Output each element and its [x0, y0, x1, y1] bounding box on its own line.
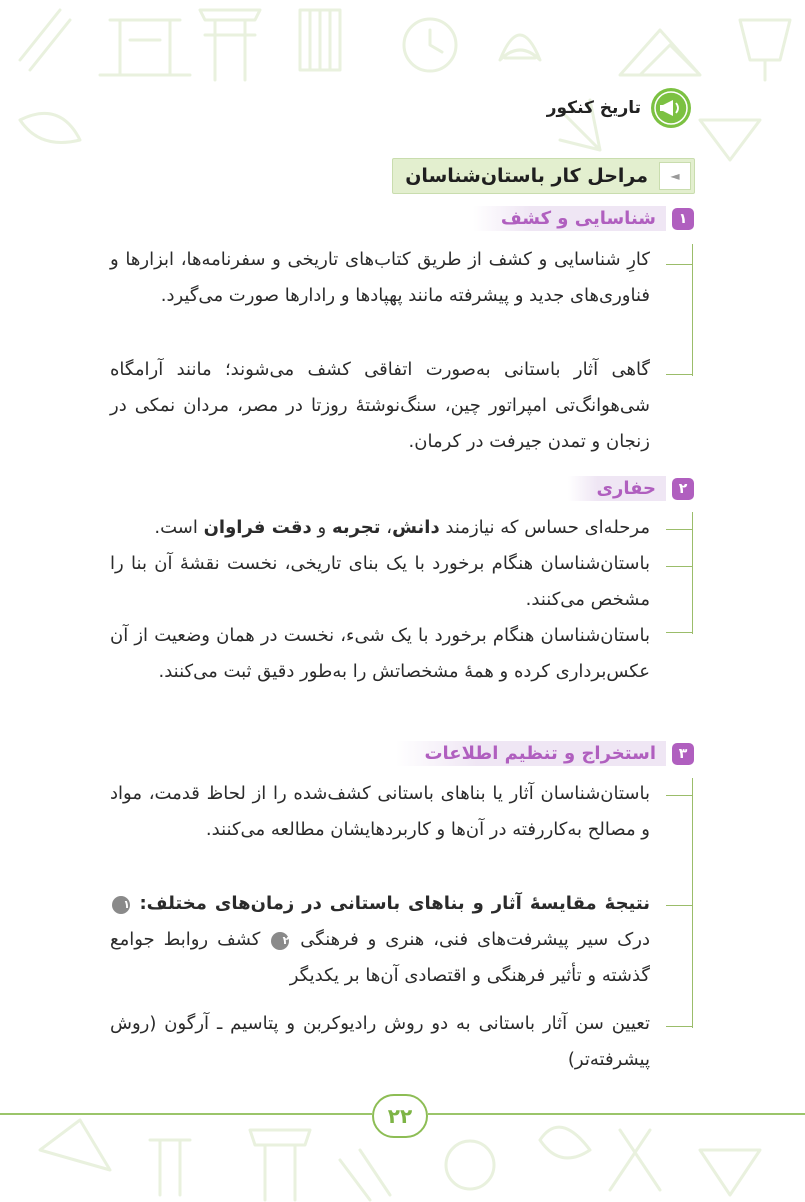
section-2-paragraph-3: باستان‌شناسان هنگام برخورد با یک شیء، نخست در همان وضعیت از آن عکس‌برداری کرده و همهٔ مشخصاتش را به‌طور دقیق ثبت می‌کنند. [110, 625, 650, 682]
section-2-paragraph-1: مرحله‌ای حساس که نیازمند دانش، تجربه و دقت فراوان است. [154, 517, 650, 538]
section-2-bracket [666, 512, 693, 634]
item-1-badge: ۱ [112, 896, 130, 914]
section-3-paragraph-3: تعیین سن آثار باستانی به دو روش رادیوکربن و پتاسیم ـ آرگون (روش پیشرفته‌تر) [110, 1013, 650, 1070]
section-2-title: حفاری [568, 476, 666, 501]
bold-experience: تجربه [331, 517, 381, 538]
main-title [392, 158, 695, 194]
badge-label: تاریخ کنکور [546, 98, 641, 118]
section-1-paragraph-2: گاهی آثار باستانی به‌صورت اتفاقی کشف می‌شوند؛ مانند آرامگاه شی‌هوانگ‌تی امپراتور چین، سنگ‌نوشتهٔ روزتا در مصر، مردان نمکی در زنجان و تمدن جیرفت در کرمان. [110, 359, 650, 452]
triangle-icon: ◄ [659, 162, 691, 190]
section-1-number: ۱ [672, 208, 694, 230]
bold-precision: دقت فراوان [203, 517, 312, 538]
footer-line-left [0, 1113, 372, 1115]
section-1-title: شناسایی و کشف [473, 206, 666, 231]
section-3-heading [396, 741, 694, 766]
bold-knowledge: دانش [392, 517, 440, 538]
section-1-paragraph-1: کارِ شناسایی و کشف از طریق کتاب‌های تاریخی و سفرنامه‌ها، ابزارها و فناوری‌های جدید و پیشرفته مانند پهپادها و رادارها صورت می‌گیرد. [110, 249, 650, 306]
section-1-heading [473, 206, 694, 231]
exam-history-badge [547, 86, 693, 130]
main-title-text: مراحل کار باستان‌شناسان [405, 165, 648, 187]
section-3-bracket [666, 778, 693, 1028]
section-1-bracket [666, 244, 693, 376]
footer-line-right [428, 1113, 805, 1115]
section-2-heading [568, 476, 694, 501]
section-2-paragraph-2: باستان‌شناسان هنگام برخورد با یک بنای تاریخی، نخست نقشهٔ آن بنا را مشخص می‌کنند. [110, 553, 650, 610]
item-2-badge: ۲ [271, 932, 289, 950]
section-3-paragraph-2: نتیجهٔ مقایسهٔ آثار و بناهای باستانی در زمان‌های مختلف: ۱ درک سیر پیشرفت‌های فنی، هنری و فرهنگی ۲ کشف روابط جوامع گذشته و تأثیر فرهنگی و اقتصادی آن‌ها بر یکدیگر [110, 893, 650, 986]
comparison-result-label: نتیجهٔ مقایسهٔ آثار و بناهای باستانی در زمان‌های مختلف: [139, 893, 650, 914]
megaphone-icon [649, 86, 693, 130]
section-3-number: ۳ [672, 743, 694, 765]
section-2-number: ۲ [672, 478, 694, 500]
page-number: ۲۲ [372, 1094, 428, 1138]
section-3-paragraph-1: باستان‌شناسان آثار یا بناهای باستانی کشف‌شده را از لحاظ قدمت، مواد و مصالح به‌کاررفته در آن‌ها و کاربردهایشان مطالعه می‌کنند. [110, 783, 650, 840]
section-3-title: استخراج و تنظیم اطلاعات [396, 741, 666, 766]
